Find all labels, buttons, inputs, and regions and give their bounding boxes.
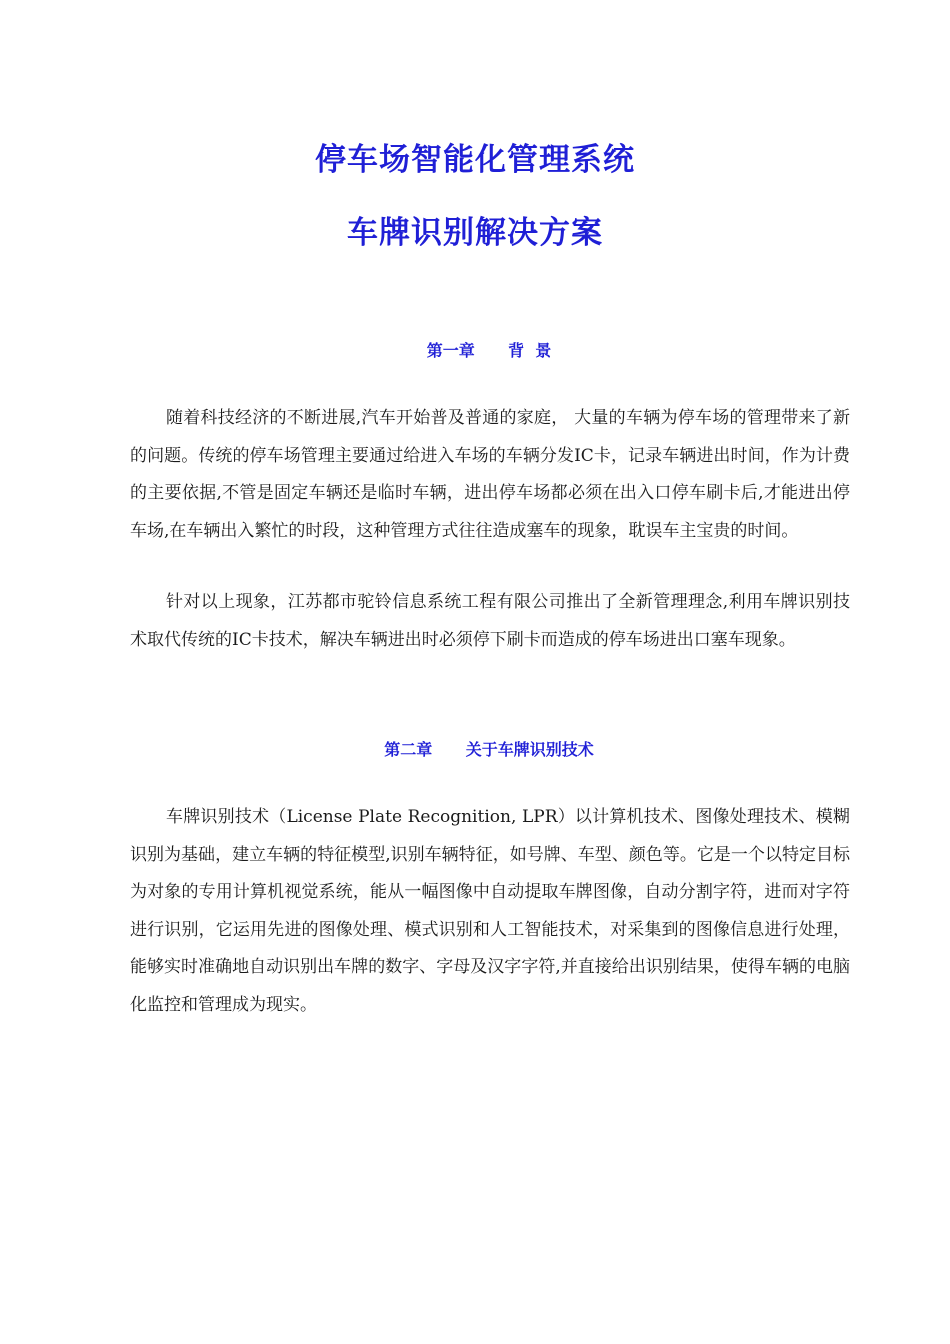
document-title-line1: 停车场智能化管理系统 — [315, 142, 635, 178]
chapter1-heading: 第一章 背 景 — [426, 341, 552, 360]
chapter1-paragraph-2: 针对以上现象，江苏都市驼铃信息系统工程有限公司推出了全新管理理念,利用车牌识别技术取代传统的IC卡技术，解决车辆进出时必须停下刷卡而造成的停车场进出口塞车现象。 — [130, 592, 850, 650]
chapter1-paragraph-1: 随着科技经济的不断进展,汽车开始普及普通的家庭， 大量的车辆为停车场的管理带来了新的问题。传统的停车场管理主要通过给进入车场的车辆分发IC卡，记录车辆进出时间，作为计费的主要依据,不管是固定车辆还是临时车辆，进出停车场都必须在出入口停车刷卡后,才能进出停车场,在车辆出入繁忙的时段，这种管理方式往往造成塞车的现象，耽误车主宝贵的时间。 — [130, 408, 850, 541]
chapter2-heading: 第二章 关于车牌识别技术 — [384, 740, 594, 759]
document-title-line2: 车牌识别解决方案 — [347, 215, 603, 251]
chapter2-paragraph-1: 车牌识别技术（License Plate Recognition, LPR）以计算机技术、图像处理技术、模糊识别为基础，建立车辆的特征模型,识别车辆特征，如号牌、车型、颜色等。它是一个以特定目标为对象的专用计算机视觉系统，能从一幅图像中自动提取车牌图像，自动分割字符，进而对字符进行识别，它运用先进的图像处理、模式识别和人工智能技术，对采集到的图像信息进行处理，能够实时准确地自动识别出车牌的数字、字母及汉字字符,并直接给出识别结果，使得车辆的电脑化监控和管理成为现实。 — [130, 807, 850, 1015]
